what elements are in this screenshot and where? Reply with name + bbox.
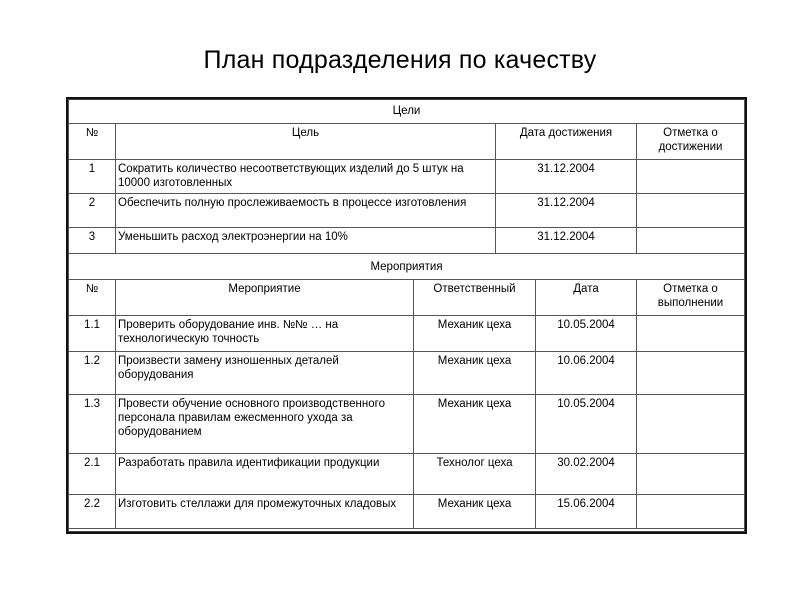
goal-num: 1 [69, 159, 116, 193]
activities-header-num: № [69, 280, 116, 316]
activity-num: 2.1 [69, 454, 116, 495]
activity-text: Провести обучение основного производственного персонала правилам ежесменного ухода за оборудованием [116, 395, 414, 454]
goals-header-num: № [69, 123, 116, 159]
activity-responsible: Механик цеха [414, 352, 536, 395]
goal-date: 31.12.2004 [496, 193, 637, 227]
goals-header-mark: Отметка о достижении [637, 123, 745, 159]
goal-mark [637, 227, 745, 253]
activity-mark [637, 454, 745, 495]
activity-num: 1.2 [69, 352, 116, 395]
activity-date: 30.02.2004 [536, 454, 637, 495]
goal-text: Сократить количество несоответствующих изделий до 5 штук на 10000 изготовленных [116, 159, 496, 193]
page-title: План подразделения по качеству [203, 46, 597, 74]
goals-header-goal: Цель [116, 123, 496, 159]
activity-text: Разработать правила идентификации продукции [116, 454, 414, 495]
table-row [69, 495, 745, 529]
activity-responsible: Механик цеха [414, 316, 536, 352]
activity-date: 10.06.2004 [536, 352, 637, 395]
activity-text: Проверить оборудование инв. №№ … на технологическую точность [116, 316, 414, 352]
activity-mark [637, 495, 745, 529]
activity-date: 15.06.2004 [536, 495, 637, 529]
table-row [69, 454, 745, 495]
activity-mark [637, 395, 745, 454]
activities-header-date: Дата [536, 280, 637, 316]
goal-date: 31.12.2004 [496, 159, 637, 193]
goal-date: 31.12.2004 [496, 227, 637, 253]
goal-text: Обеспечить полную прослеживаемость в процессе изготовления [116, 193, 496, 227]
activity-responsible: Механик цеха [414, 395, 536, 454]
goals-header-date: Дата достижения [496, 123, 637, 159]
table-row [69, 395, 745, 454]
table-row [69, 352, 745, 395]
activity-responsible: Механик цеха [414, 495, 536, 529]
activity-mark [637, 316, 745, 352]
activity-mark [637, 352, 745, 395]
activities-table [68, 254, 745, 530]
table-row [69, 193, 745, 227]
activities-header-mark: Отметка о выполнении [637, 280, 745, 316]
goal-num: 3 [69, 227, 116, 253]
activities-header-responsible: Ответственный [414, 280, 536, 316]
activities-header-activity: Мероприятие [116, 280, 414, 316]
table-row [69, 159, 745, 193]
activity-num: 1.1 [69, 316, 116, 352]
activity-text: Изготовить стеллажи для промежуточных кладовых [116, 495, 414, 529]
activity-responsible: Технолог цеха [414, 454, 536, 495]
goal-num: 2 [69, 193, 116, 227]
activity-text: Произвести замену изношенных деталей оборудования [116, 352, 414, 395]
activity-num: 1.3 [69, 395, 116, 454]
goals-table [68, 99, 745, 254]
goal-mark [637, 159, 745, 193]
activities-section-title: Мероприятия [69, 254, 745, 280]
table-row [69, 316, 745, 352]
activity-num: 2.2 [69, 495, 116, 529]
quality-plan-table [66, 97, 747, 534]
goal-text: Уменьшить расход электроэнергии на 10% [116, 227, 496, 253]
table-row [69, 227, 745, 253]
activity-date: 10.05.2004 [536, 395, 637, 454]
activity-date: 10.05.2004 [536, 316, 637, 352]
goal-mark [637, 193, 745, 227]
goals-section-title: Цели [69, 99, 745, 123]
